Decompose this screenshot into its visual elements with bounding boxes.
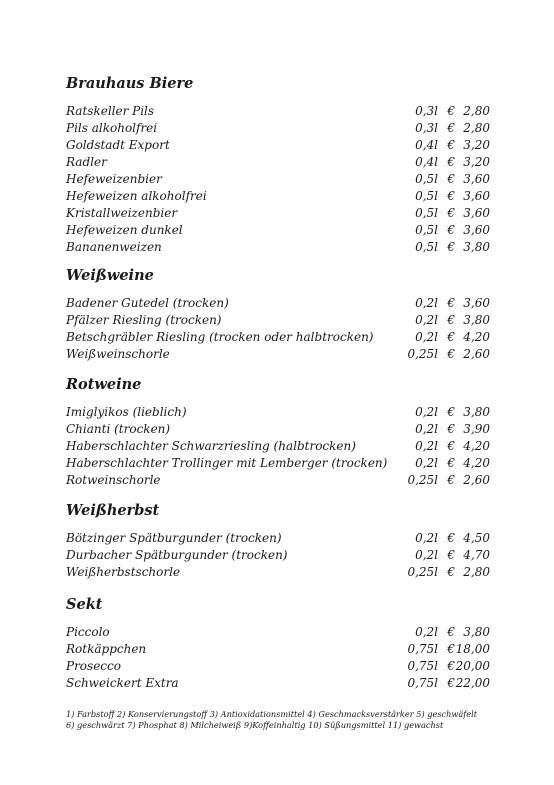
section-title: Rotweine	[66, 376, 142, 393]
section-sekt	[66, 596, 490, 692]
item-name: Durbacher Spätburgunder (trocken)	[66, 548, 288, 562]
item-name: Piccolo	[66, 625, 110, 639]
item-name: Prosecco	[66, 659, 121, 673]
item-volume: 0,3l	[415, 121, 438, 135]
item-volume: 0,25l	[407, 565, 438, 579]
item-price: 3,80	[463, 240, 490, 254]
item-price: 3,60	[463, 206, 490, 220]
item-name: Betschgräbler Riesling (trocken oder halbtrocken)	[66, 330, 374, 344]
currency-symbol: €	[447, 189, 455, 203]
item-volume: 0,5l	[415, 240, 438, 254]
item-volume: 0,3l	[415, 104, 438, 118]
currency-symbol: €	[447, 422, 455, 436]
currency-symbol: €	[447, 531, 455, 545]
item-volume: 0,2l	[415, 330, 438, 344]
item-volume: 0,4l	[415, 138, 438, 152]
item-price: 22,00	[455, 676, 490, 690]
item-name: Weißherbstschorle	[66, 565, 181, 579]
footnote-line: 1) Farbstoff 2) Konservierungstoff 3) Antioxidationsmittel 4) Geschmacksverstärker 5) geschwäfelt	[66, 709, 478, 719]
item-name: Schweickert Extra	[66, 676, 179, 690]
item-volume: 0,5l	[415, 189, 438, 203]
currency-symbol: €	[447, 456, 455, 470]
menu-item	[66, 329, 490, 346]
item-price: 3,60	[463, 223, 490, 237]
currency-symbol: €	[447, 565, 455, 579]
currency-symbol: €	[447, 104, 455, 118]
item-volume: 0,25l	[407, 347, 438, 361]
currency-symbol: €	[447, 642, 455, 656]
item-price: 3,20	[463, 155, 490, 169]
menu-item	[66, 295, 490, 312]
item-price: 3,60	[463, 189, 490, 203]
menu-item	[66, 205, 490, 222]
item-price: 2,80	[463, 104, 490, 118]
item-volume: 0,2l	[415, 313, 438, 327]
currency-symbol: €	[447, 121, 455, 135]
item-volume: 0,2l	[415, 439, 438, 453]
item-name: Hefeweizen alkoholfrei	[66, 189, 207, 203]
item-price: 3,60	[463, 172, 490, 186]
menu-item	[66, 120, 490, 137]
item-name: Ratskeller Pils	[66, 104, 155, 118]
item-name: Radler	[66, 155, 107, 169]
menu-item	[66, 547, 490, 564]
section-title: Brauhaus Biere	[66, 75, 194, 92]
item-volume: 0,5l	[415, 223, 438, 237]
item-name: Rotkäppchen	[66, 642, 147, 656]
item-volume: 0,2l	[415, 422, 438, 436]
section-title: Weißherbst	[66, 502, 160, 519]
section-brauhaus-biere	[66, 75, 490, 256]
menu-item	[66, 421, 490, 438]
footnotes	[66, 709, 496, 731]
item-name: Bötzinger Spätburgunder (trocken)	[66, 531, 282, 545]
item-name: Pfälzer Riesling (trocken)	[66, 313, 222, 327]
menu-item	[66, 658, 490, 675]
item-price: 2,80	[463, 121, 490, 135]
currency-symbol: €	[447, 296, 455, 310]
currency-symbol: €	[447, 473, 455, 487]
currency-symbol: €	[447, 676, 455, 690]
item-price: 18,00	[455, 642, 490, 656]
footnote-line: 6) geschwärzt 7) Phosphat 8) Milcheiweiß 9)Koffeinhaltig 10) Süßungsmittel 11) gewachst	[66, 720, 444, 730]
item-list	[66, 530, 490, 581]
item-volume: 0,75l	[407, 642, 438, 656]
item-volume: 0,2l	[415, 456, 438, 470]
currency-symbol: €	[447, 172, 455, 186]
currency-symbol: €	[447, 548, 455, 562]
item-volume: 0,25l	[407, 473, 438, 487]
menu-item	[66, 675, 490, 692]
menu-item	[66, 404, 490, 421]
item-price: 4,20	[463, 439, 490, 453]
menu-item	[66, 188, 490, 205]
item-name: Chianti (trocken)	[66, 422, 171, 436]
item-list	[66, 103, 490, 256]
menu-item	[66, 346, 490, 363]
item-name: Weißweinschorle	[66, 347, 170, 361]
section-rotweine	[66, 376, 490, 489]
item-name: Pils alkoholfrei	[66, 121, 158, 135]
currency-symbol: €	[447, 240, 455, 254]
item-price: 3,80	[463, 313, 490, 327]
item-price: 3,80	[463, 405, 490, 419]
currency-symbol: €	[447, 223, 455, 237]
item-volume: 0,4l	[415, 155, 438, 169]
item-name: Goldstadt Export	[66, 138, 170, 152]
menu-item	[66, 171, 490, 188]
item-list	[66, 295, 490, 363]
item-name: Rotweinschorle	[66, 473, 161, 487]
section-title: Sekt	[66, 596, 103, 613]
item-volume: 0,75l	[407, 676, 438, 690]
menu-item	[66, 239, 490, 256]
item-price: 3,20	[463, 138, 490, 152]
currency-symbol: €	[447, 625, 455, 639]
item-price: 3,80	[463, 625, 490, 639]
section-weissherbst	[66, 502, 490, 581]
item-price: 2,60	[463, 347, 490, 361]
currency-symbol: €	[447, 313, 455, 327]
currency-symbol: €	[447, 405, 455, 419]
item-name: Bananenweizen	[66, 240, 162, 254]
item-name: Badener Gutedel (trocken)	[66, 296, 229, 310]
menu-item	[66, 154, 490, 171]
item-volume: 0,2l	[415, 296, 438, 310]
item-price: 2,80	[463, 565, 490, 579]
currency-symbol: €	[447, 330, 455, 344]
item-volume: 0,5l	[415, 172, 438, 186]
item-name: Hefeweizen dunkel	[66, 223, 183, 237]
item-name: Hefeweizenbier	[66, 172, 162, 186]
item-name: Imiglyikos (lieblich)	[66, 405, 187, 419]
item-volume: 0,75l	[407, 659, 438, 673]
item-price: 3,60	[463, 296, 490, 310]
currency-symbol: €	[447, 659, 455, 673]
menu-item	[66, 530, 490, 547]
item-volume: 0,2l	[415, 625, 438, 639]
item-name: Haberschlachter Trollinger mit Lemberger (trocken)	[66, 456, 388, 470]
menu-item	[66, 641, 490, 658]
item-volume: 0,2l	[415, 531, 438, 545]
section-weissweine	[66, 267, 490, 363]
item-list	[66, 624, 490, 692]
menu-item	[66, 103, 490, 120]
menu-item	[66, 455, 490, 472]
item-volume: 0,2l	[415, 548, 438, 562]
menu-item	[66, 137, 490, 154]
menu-item	[66, 438, 490, 455]
currency-symbol: €	[447, 347, 455, 361]
currency-symbol: €	[447, 138, 455, 152]
menu-item	[66, 222, 490, 239]
item-name: Haberschlachter Schwarzriesling (halbtrocken)	[66, 439, 356, 453]
item-name: Kristallweizenbier	[66, 206, 178, 220]
currency-symbol: €	[447, 155, 455, 169]
item-volume: 0,2l	[415, 405, 438, 419]
currency-symbol: €	[447, 439, 455, 453]
item-price: 4,20	[463, 330, 490, 344]
item-list	[66, 404, 490, 489]
item-price: 2,60	[463, 473, 490, 487]
item-price: 4,50	[463, 531, 490, 545]
currency-symbol: €	[447, 206, 455, 220]
menu-item	[66, 564, 490, 581]
menu-item	[66, 472, 490, 489]
item-volume: 0,5l	[415, 206, 438, 220]
item-price: 20,00	[455, 659, 490, 673]
menu-item	[66, 312, 490, 329]
item-price: 3,90	[463, 422, 490, 436]
section-title: Weißweine	[66, 267, 154, 284]
menu-item	[66, 624, 490, 641]
item-price: 4,70	[463, 548, 490, 562]
item-price: 4,20	[463, 456, 490, 470]
